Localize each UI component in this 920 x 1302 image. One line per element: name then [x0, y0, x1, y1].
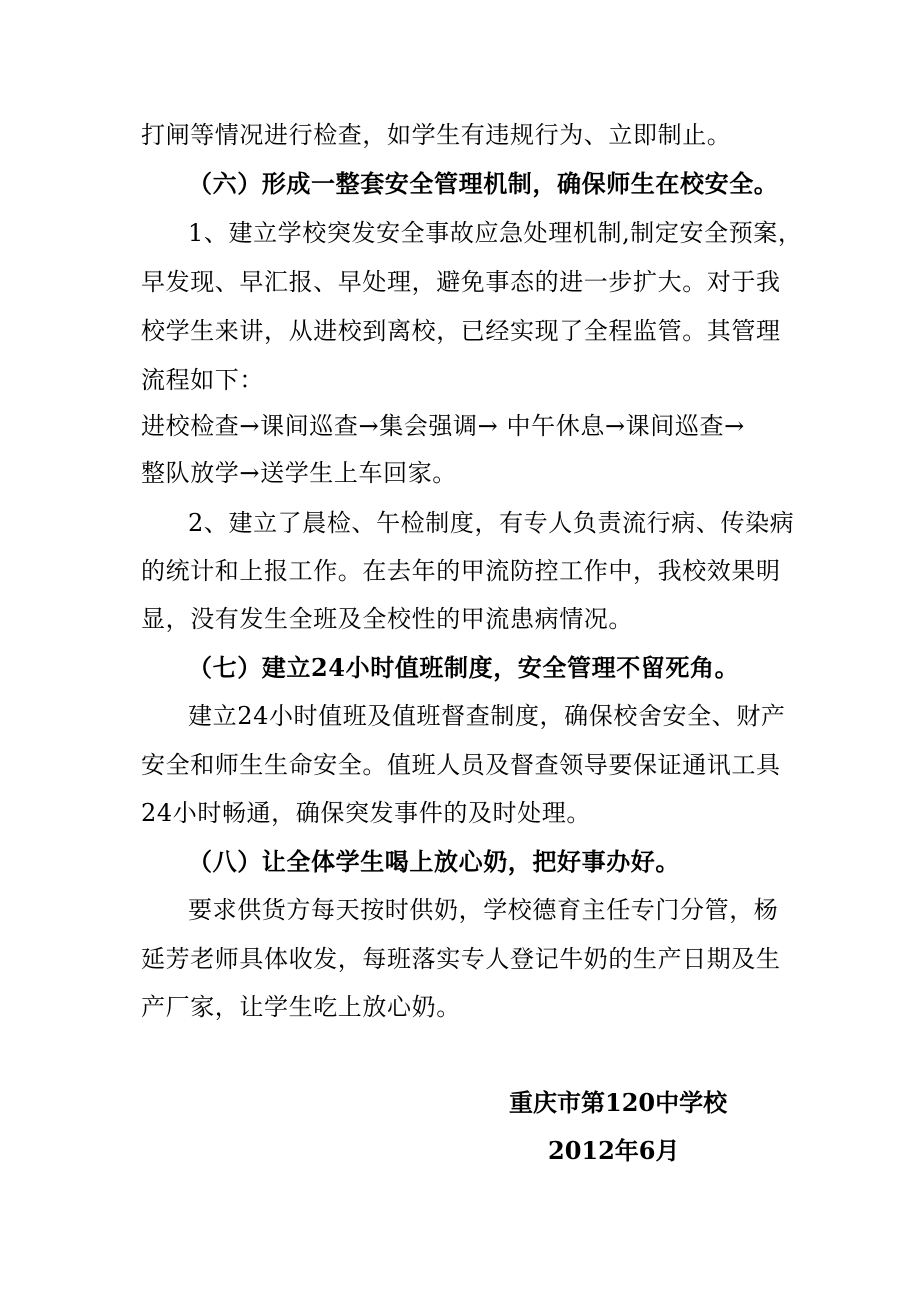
- paragraph-line: 的统计和上报工作。在去年的甲流防控工作中，我校效果明: [141, 557, 781, 585]
- paragraph-line: 校学生来讲，从进校到离校，已经实现了全程监管。其管理: [141, 317, 781, 345]
- process-flow-line: 整队放学→送学生上车回家。: [141, 459, 457, 487]
- section-heading-7: （七）建立24小时值班制度，安全管理不留死角。: [188, 653, 740, 682]
- process-flow-line: 进校检查→课间巡查→集会强调→ 中午休息→课间巡查→: [141, 412, 745, 440]
- paragraph-line: 早发现、早汇报、早处理，避免事态的进一步扩大。对于我: [141, 268, 781, 296]
- paragraph-line: 2、建立了晨检、午检制度，有专人负责流行病、传染病: [188, 509, 795, 537]
- paragraph-line: 要求供货方每天按时供奶，学校德育主任专门分管，杨: [188, 896, 779, 924]
- paragraph-line: 显，没有发生全班及全校性的甲流患病情况。: [141, 605, 633, 633]
- section-heading-6: （六）形成一整套安全管理机制，确保师生在校安全。: [188, 169, 779, 198]
- paragraph-line: 产厂家，让学生吃上放心奶。: [141, 993, 461, 1021]
- paragraph-line: 延芳老师具体收发，每班落实专人登记牛奶的生产日期及生: [141, 945, 781, 973]
- signature-organization: 重庆市第120中学校: [509, 1088, 728, 1117]
- paragraph-line: 1、建立学校突发安全事故应急处理机制,制定安全预案，: [188, 219, 803, 247]
- paragraph-line: 安全和师生生命安全。值班人员及督查领导要保证通讯工具: [141, 751, 781, 779]
- paragraph-line: 打闸等情况进行检查，如学生有违规行为、立即制止。: [141, 121, 732, 149]
- paragraph-line: 24小时畅通，确保突发事件的及时处理。: [141, 799, 591, 827]
- paragraph-line: 建立24小时值班及值班督查制度，确保校舍安全、财产: [188, 702, 786, 730]
- paragraph-line: 流程如下：: [141, 366, 264, 394]
- section-heading-8: （八）让全体学生喝上放心奶，把好事办好。: [188, 847, 680, 876]
- signature-date: 2012年6月: [548, 1136, 680, 1165]
